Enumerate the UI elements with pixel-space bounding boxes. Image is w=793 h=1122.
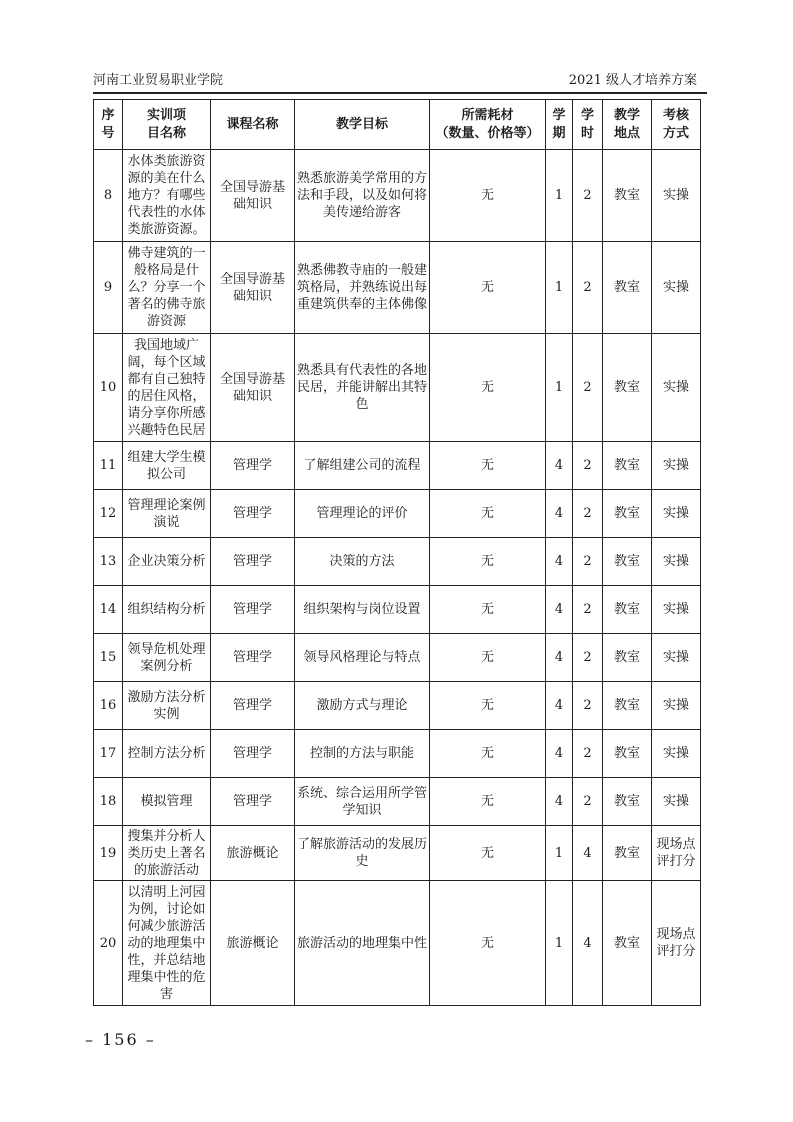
cell-hours: 2 [573,634,603,682]
table-row [94,334,701,442]
cell-line: 案例分析 [140,658,193,674]
table-row [94,826,701,881]
table-row [94,778,701,826]
cell-materials: 无 [430,442,546,490]
cell-no: 18 [94,778,123,826]
cell-line: 熟悉具有代表性的各地 [297,363,428,378]
cell-project [123,682,211,730]
header-term [546,100,573,150]
cell-assess [652,490,701,538]
cell-materials: 无 [430,881,546,1006]
cell-line: 代表性的水体 [127,205,206,220]
table-row [94,730,701,778]
cell-line: 管理学 [232,554,272,569]
cell-line: 何减少旅游活 [127,918,206,934]
cell-line: 请分享你所感 [127,405,206,421]
cell-goal [295,586,430,634]
page-number: – 156 – [85,1030,156,1049]
cell-no: 15 [94,634,123,682]
cell-term: 1 [546,826,573,881]
cell-project [123,442,211,490]
cell-place: 教室 [603,881,652,1006]
header-line: 学 [580,107,594,123]
header-line: 目名称 [146,125,186,141]
cell-line: 全国导游基 [219,179,285,195]
cell-goal [295,442,430,490]
cell-project [123,334,211,442]
cell-line: 组织结构分析 [127,602,206,617]
cell-line: 类旅游资源。 [127,222,206,237]
cell-no: 16 [94,682,123,730]
cell-no: 8 [94,150,123,242]
table-row [94,442,701,490]
cell-no: 17 [94,730,123,778]
cell-hours: 2 [573,538,603,586]
cell-goal [295,634,430,682]
cell-goal [295,682,430,730]
cell-place: 教室 [603,826,652,881]
cell-course [211,150,295,242]
cell-line: 现场点 [656,837,696,852]
header-materials [430,100,546,150]
table-body [94,150,701,1006]
cell-line: 管理学 [232,506,272,521]
cell-hours: 2 [573,442,603,490]
cell-line: 地方？有哪些 [127,188,206,203]
header-line: 时 [580,125,594,141]
cell-line: 学知识 [342,802,382,818]
cell-place: 教室 [603,586,652,634]
cell-line: 了解旅游活动的发展历 [297,837,428,852]
cell-line: 实例 [153,706,180,722]
cell-assess [652,826,701,881]
cell-line: 重建筑供奉的主体佛像 [297,297,428,312]
cell-goal [295,826,430,881]
cell-place: 教室 [603,682,652,730]
cell-line: 水体类旅游资 [127,154,206,169]
cell-line: 般格局是什么？分享一个 [127,263,206,295]
cell-line: 动的地理集中 [127,935,206,951]
cell-line: 搜集并分析人 [127,828,206,844]
header-project [123,100,211,150]
cell-project [123,490,211,538]
cell-line: 决策的方法 [329,554,395,569]
cell-line: 熟悉佛教寺庙的一般建 [297,263,428,278]
cell-course [211,538,295,586]
header-school: 河南工业贸易职业学院 [93,73,224,88]
table-row [94,881,701,1006]
cell-hours: 4 [573,881,603,1006]
cell-line: 害 [159,986,173,1002]
cell-term: 4 [546,730,573,778]
cell-assess [652,442,701,490]
cell-no: 13 [94,538,123,586]
cell-place: 教室 [603,730,652,778]
cell-line: 旅游活动的地理集中性 [297,935,428,951]
cell-line: 源的美在什么 [127,171,206,186]
cell-line: 都有自己独特 [127,371,206,387]
cell-no: 9 [94,242,123,334]
cell-line: 以清明上河园 [127,884,206,900]
cell-line: 理集中性的危 [127,969,206,985]
table-header-row [94,100,701,150]
header-line: 教学目标 [335,116,388,132]
cell-goal [295,730,430,778]
cell-line: 组织架构与岗位设置 [303,602,421,617]
cell-line: 实操 [662,280,689,295]
cell-line: 筑格局，并熟练说出每 [297,280,428,295]
cell-hours: 2 [573,334,603,442]
table-row [94,682,701,730]
cell-course [211,242,295,334]
cell-line: 实操 [662,650,689,665]
cell-materials: 无 [430,490,546,538]
cell-goal [295,242,430,334]
cell-line: 为例，讨论如 [127,901,206,917]
cell-term: 1 [546,881,573,1006]
cell-hours: 2 [573,150,603,242]
header-line: 序 [101,107,115,123]
header-line: （数量、价格等） [435,125,540,141]
cell-line: 实操 [662,602,689,617]
header-line: 教学 [613,107,640,123]
cell-assess [652,881,701,1006]
header-line: 考核 [662,107,689,123]
header-place [603,100,652,150]
header-line: 方式 [662,125,689,141]
cell-line: 管理学 [232,650,272,665]
cell-line: 组建大学生模 [127,449,206,465]
header-doc-title: 2021 级人才培养方案 [568,73,697,88]
cell-course [211,442,295,490]
cell-term: 4 [546,586,573,634]
cell-line: 性，并总结地 [127,952,206,968]
cell-materials: 无 [430,586,546,634]
cell-no: 10 [94,334,123,442]
cell-line: 拟公司 [146,466,186,482]
cell-project [123,778,211,826]
cell-goal [295,881,430,1006]
cell-term: 1 [546,242,573,334]
cell-line: 熟悉旅游美学常用的方 [297,171,428,186]
cell-line: 了解组建公司的流程 [303,458,421,473]
cell-goal [295,334,430,442]
cell-line: 实操 [662,746,689,761]
cell-project [123,730,211,778]
cell-line: 领导危机处理 [127,641,206,657]
header-hours [573,100,603,150]
cell-line: 全国导游基 [219,271,285,287]
cell-no: 20 [94,881,123,1006]
header-line: 地点 [613,125,640,141]
cell-assess [652,682,701,730]
cell-term: 4 [546,682,573,730]
cell-hours: 2 [573,242,603,334]
table-row [94,586,701,634]
cell-project [123,538,211,586]
header-line: 所需耗材 [461,107,514,123]
cell-line: 美传递给游客 [322,205,401,220]
cell-place: 教室 [603,778,652,826]
cell-course [211,334,295,442]
cell-line: 管理学 [232,746,272,761]
cell-line: 控制的方法与职能 [309,746,414,761]
cell-line: 游资源 [146,314,186,329]
cell-assess [652,538,701,586]
cell-materials: 无 [430,634,546,682]
cell-project [123,881,211,1006]
cell-no: 14 [94,586,123,634]
cell-line: 全国导游基 [219,371,285,387]
table-row [94,490,701,538]
cell-line: 实操 [662,794,689,809]
cell-no: 12 [94,490,123,538]
table-row [94,242,701,334]
header-line: 期 [552,125,566,141]
cell-hours: 2 [573,730,603,778]
cell-no: 19 [94,826,123,881]
cell-hours: 2 [573,586,603,634]
cell-assess [652,242,701,334]
cell-project [123,150,211,242]
cell-line: 实操 [662,698,689,713]
cell-line: 管理学 [232,458,272,473]
cell-term: 4 [546,490,573,538]
cell-line: 著名的佛寺旅 [127,297,206,312]
cell-term: 4 [546,442,573,490]
cell-line: 现场点 [656,927,696,942]
cell-line: 色 [355,397,369,412]
cell-place: 教室 [603,634,652,682]
cell-line: 佛寺建筑的一 [127,246,206,261]
cell-materials: 无 [430,242,546,334]
cell-line: 的居住风格， [127,388,206,404]
cell-term: 4 [546,778,573,826]
table-row [94,538,701,586]
training-table [93,99,701,1006]
cell-term: 1 [546,150,573,242]
cell-line: 评打分 [656,854,696,869]
cell-course [211,881,295,1006]
header-no [94,100,123,150]
cell-place: 教室 [603,538,652,586]
cell-line: 演说 [153,514,180,530]
cell-line: 控制方法分析 [127,746,206,761]
cell-line: 领导风格理论与特点 [303,650,421,665]
cell-assess [652,150,701,242]
cell-line: 实操 [662,554,689,569]
cell-project [123,586,211,634]
cell-line: 史 [355,854,369,869]
header-rule [93,92,707,94]
cell-place: 教室 [603,442,652,490]
cell-line: 阔，每个区域 [127,354,206,370]
cell-hours: 2 [573,682,603,730]
header-line: 实训项 [146,107,186,123]
header-line: 号 [101,125,115,141]
cell-course [211,682,295,730]
cell-line: 我国地域广 [133,337,199,353]
cell-course [211,826,295,881]
cell-line: 旅游概论 [226,845,279,861]
cell-line: 础知识 [232,388,272,404]
header-line: 课程名称 [226,116,279,132]
cell-goal [295,778,430,826]
cell-hours: 4 [573,826,603,881]
cell-assess [652,730,701,778]
cell-line: 企业决策分析 [127,554,206,569]
cell-materials: 无 [430,730,546,778]
cell-line: 础知识 [232,196,272,212]
cell-assess [652,634,701,682]
cell-term: 1 [546,334,573,442]
cell-project [123,634,211,682]
cell-line: 激励方式与理论 [316,698,408,713]
cell-project [123,242,211,334]
cell-project [123,826,211,881]
cell-hours: 2 [573,490,603,538]
cell-line: 旅游概论 [226,935,279,951]
cell-line: 的旅游活动 [133,862,199,878]
cell-no: 11 [94,442,123,490]
cell-assess [652,778,701,826]
cell-materials: 无 [430,150,546,242]
cell-hours: 2 [573,778,603,826]
cell-course [211,586,295,634]
cell-materials: 无 [430,682,546,730]
cell-line: 系统、综合运用所学管 [297,785,428,801]
cell-line: 评打分 [656,944,696,959]
cell-line: 兴趣特色民居 [127,422,206,438]
header-goal [295,100,430,150]
cell-term: 4 [546,634,573,682]
cell-place: 教室 [603,334,652,442]
cell-place: 教室 [603,490,652,538]
cell-place: 教室 [603,150,652,242]
cell-line: 实操 [662,506,689,521]
header-line: 学 [552,107,566,123]
header-assess [652,100,701,150]
cell-goal [295,538,430,586]
cell-course [211,634,295,682]
cell-line: 管理理论的评价 [316,506,408,521]
cell-line: 管理学 [232,698,272,713]
cell-line: 法和手段，以及如何将 [297,188,428,203]
cell-line: 实操 [662,458,689,473]
cell-place: 教室 [603,242,652,334]
cell-goal [295,150,430,242]
cell-line: 实操 [662,188,689,203]
cell-assess [652,586,701,634]
table-row [94,634,701,682]
header-course [211,100,295,150]
table-row [94,150,701,242]
cell-materials: 无 [430,778,546,826]
cell-line: 管理学 [232,602,272,617]
cell-line: 类历史上著名 [127,845,206,861]
cell-line: 激励方法分析 [127,689,206,705]
cell-line: 模拟管理 [140,794,193,809]
cell-materials: 无 [430,334,546,442]
cell-materials: 无 [430,538,546,586]
cell-line: 管理理论案例 [127,497,206,513]
cell-assess [652,334,701,442]
cell-line: 管理学 [232,794,272,809]
cell-course [211,730,295,778]
cell-line: 础知识 [232,288,272,304]
cell-materials: 无 [430,826,546,881]
cell-line: 实操 [662,380,689,395]
cell-term: 4 [546,538,573,586]
cell-course [211,490,295,538]
cell-course [211,778,295,826]
cell-goal [295,490,430,538]
cell-line: 民居，并能讲解出其特 [297,380,428,395]
